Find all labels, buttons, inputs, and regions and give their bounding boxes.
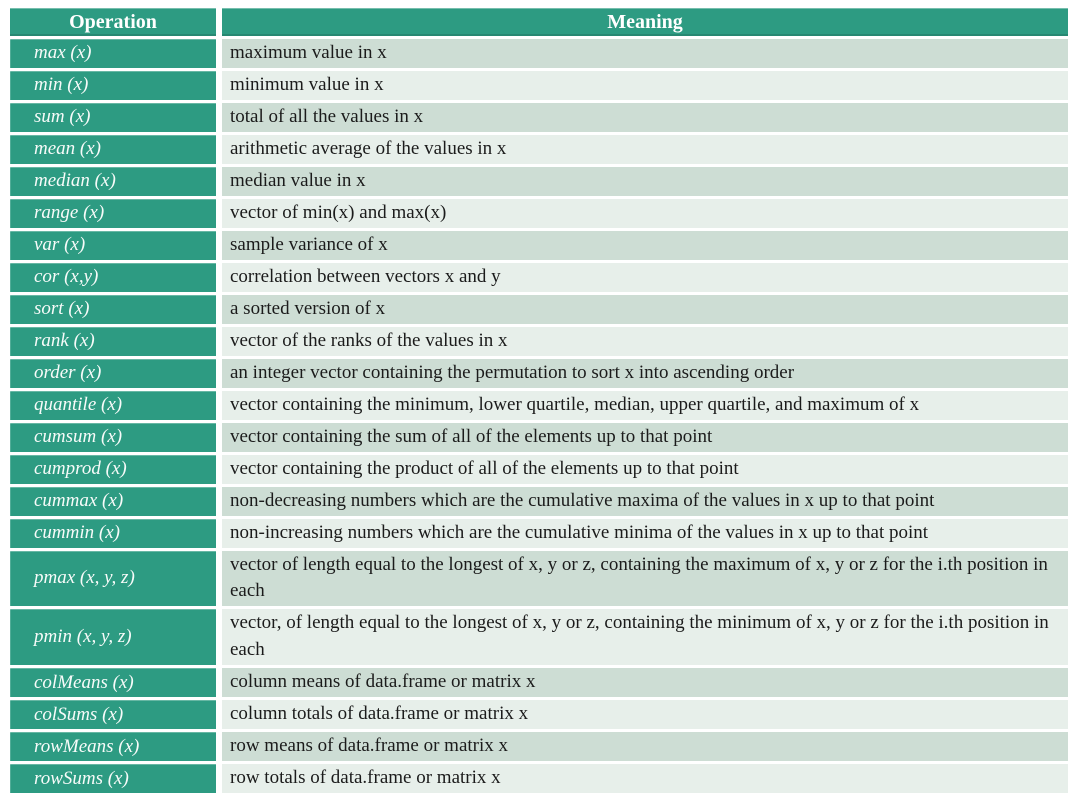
operation-cell: cumprod (x)	[10, 455, 216, 484]
operation-cell: cummax (x)	[10, 487, 216, 516]
meaning-cell: vector of min(x) and max(x)	[222, 199, 1068, 228]
meaning-cell: arithmetic average of the values in x	[222, 135, 1068, 164]
column-header-operation: Operation	[10, 8, 216, 36]
meaning-cell: minimum value in x	[222, 71, 1068, 100]
table-header	[10, 8, 1068, 36]
table-row	[10, 455, 1068, 484]
operation-cell: pmax (x, y, z)	[10, 551, 216, 607]
table-row	[10, 295, 1068, 324]
operation-cell: colMeans (x)	[10, 668, 216, 697]
table-row	[10, 263, 1068, 292]
meaning-cell: column means of data.frame or matrix x	[222, 668, 1068, 697]
column-header-meaning: Meaning	[222, 8, 1068, 36]
table-row	[10, 199, 1068, 228]
table-row	[10, 764, 1068, 793]
operation-cell: max (x)	[10, 39, 216, 68]
meaning-cell: correlation between vectors x and y	[222, 263, 1068, 292]
meaning-cell: vector of length equal to the longest of x, y or z, containing the maximum of x, y or z for the i.th position in each	[222, 551, 1068, 607]
operation-cell: rowMeans (x)	[10, 732, 216, 761]
operation-cell: var (x)	[10, 231, 216, 260]
table-row	[10, 609, 1068, 665]
operation-cell: median (x)	[10, 167, 216, 196]
operation-cell: quantile (x)	[10, 391, 216, 420]
meaning-cell: total of all the values in x	[222, 103, 1068, 132]
meaning-cell: an integer vector containing the permutation to sort x into ascending order	[222, 359, 1068, 388]
meaning-cell: median value in x	[222, 167, 1068, 196]
operation-cell: pmin (x, y, z)	[10, 609, 216, 665]
table-row	[10, 519, 1068, 548]
table-row	[10, 359, 1068, 388]
r-operations-table	[4, 5, 1074, 796]
table-body	[10, 39, 1068, 793]
meaning-cell: row means of data.frame or matrix x	[222, 732, 1068, 761]
meaning-cell: vector, of length equal to the longest of x, y or z, containing the minimum of x, y or z for the i.th position in each	[222, 609, 1068, 665]
operation-cell: colSums (x)	[10, 700, 216, 729]
table-row	[10, 135, 1068, 164]
meaning-cell: a sorted version of x	[222, 295, 1068, 324]
meaning-cell: non-increasing numbers which are the cumulative minima of the values in x up to that point	[222, 519, 1068, 548]
meaning-cell: vector containing the minimum, lower quartile, median, upper quartile, and maximum of x	[222, 391, 1068, 420]
operation-cell: order (x)	[10, 359, 216, 388]
operation-cell: cumsum (x)	[10, 423, 216, 452]
table-row	[10, 700, 1068, 729]
operation-cell: mean (x)	[10, 135, 216, 164]
table-row	[10, 167, 1068, 196]
meaning-cell: row totals of data.frame or matrix x	[222, 764, 1068, 793]
meaning-cell: vector containing the product of all of the elements up to that point	[222, 455, 1068, 484]
operation-cell: range (x)	[10, 199, 216, 228]
table-row	[10, 391, 1068, 420]
table-row	[10, 231, 1068, 260]
meaning-cell: sample variance of x	[222, 231, 1068, 260]
table-row	[10, 103, 1068, 132]
meaning-cell: vector of the ranks of the values in x	[222, 327, 1068, 356]
meaning-cell: column totals of data.frame or matrix x	[222, 700, 1068, 729]
operation-cell: sort (x)	[10, 295, 216, 324]
operation-cell: cummin (x)	[10, 519, 216, 548]
header-row	[10, 8, 1068, 36]
meaning-cell: maximum value in x	[222, 39, 1068, 68]
meaning-cell: non-decreasing numbers which are the cumulative maxima of the values in x up to that point	[222, 487, 1068, 516]
table-row	[10, 551, 1068, 607]
table-row	[10, 423, 1068, 452]
table-row	[10, 71, 1068, 100]
table-row	[10, 487, 1068, 516]
operation-cell: cor (x,y)	[10, 263, 216, 292]
operation-cell: rowSums (x)	[10, 764, 216, 793]
operation-cell: rank (x)	[10, 327, 216, 356]
operation-cell: min (x)	[10, 71, 216, 100]
table-row	[10, 327, 1068, 356]
meaning-cell: vector containing the sum of all of the elements up to that point	[222, 423, 1068, 452]
table-row	[10, 39, 1068, 68]
operation-cell: sum (x)	[10, 103, 216, 132]
table-row	[10, 732, 1068, 761]
table-row	[10, 668, 1068, 697]
